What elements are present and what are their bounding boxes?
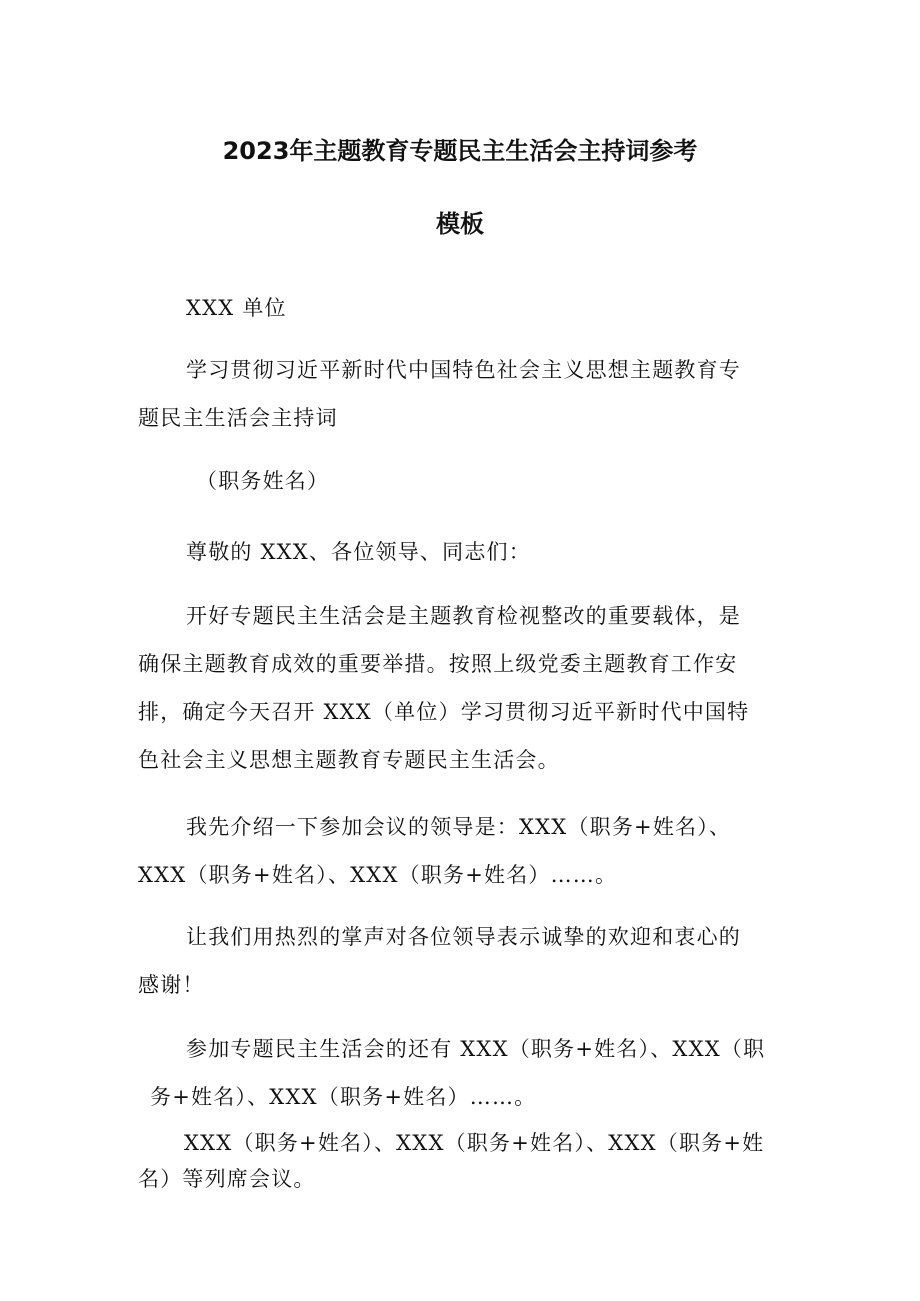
applause-line: 让我们用热烈的掌声对各位领导表示诚挚的欢迎和衷心的 xyxy=(186,925,741,949)
applause-paragraph xyxy=(138,913,778,1009)
intro-line: 开好专题民主生活会是主题教育检视整改的重要载体，是 xyxy=(186,604,741,628)
observers-line: XXX（职务+姓名）、XXX（职务+姓名）、XXX（职务+姓 xyxy=(184,1131,765,1155)
subtitle-paragraph xyxy=(138,346,778,442)
intro-paragraph xyxy=(138,592,778,784)
document-title: 2023年主题教育专题民主生活会主持词参考 xyxy=(222,137,698,165)
applause-line: 感谢！ xyxy=(138,973,205,997)
presenter-label: （职务姓名） xyxy=(196,469,330,493)
attendees-line: 参加专题民主生活会的还有 XXX（职务+姓名）、XXX（职 xyxy=(186,1037,766,1061)
observers-line: 名）等列席会议。 xyxy=(138,1167,316,1191)
intro-line: 排，确定今天召开 XXX（单位）学习贯彻习近平新时代中国特 xyxy=(138,700,750,724)
intro-line: 确保主题教育成效的重要举措。按照上级党委主题教育工作安 xyxy=(138,652,738,676)
observers-paragraph xyxy=(138,1122,778,1194)
leaders-paragraph xyxy=(138,803,778,899)
subtitle-line: 学习贯彻习近平新时代中国特色社会主义思想主题教育专 xyxy=(186,358,741,382)
unit-name: XXX 单位 xyxy=(186,296,287,320)
subtitle-line: 题民主生活会主持词 xyxy=(138,406,338,430)
document-title-continued: 模板 xyxy=(436,210,484,238)
greeting: 尊敬的 XXX、各位领导、同志们： xyxy=(186,540,531,564)
leaders-line: 我先介绍一下参加会议的领导是：XXX（职务+姓名）、 xyxy=(186,815,732,839)
intro-line: 色社会主义思想主题教育专题民主生活会。 xyxy=(138,748,560,772)
attendees-line: 务+姓名）、XXX（职务+姓名）……。 xyxy=(150,1085,537,1109)
attendees-paragraph xyxy=(138,1025,778,1121)
leaders-line: XXX（职务+姓名）、XXX（职务+姓名）……。 xyxy=(138,863,618,887)
